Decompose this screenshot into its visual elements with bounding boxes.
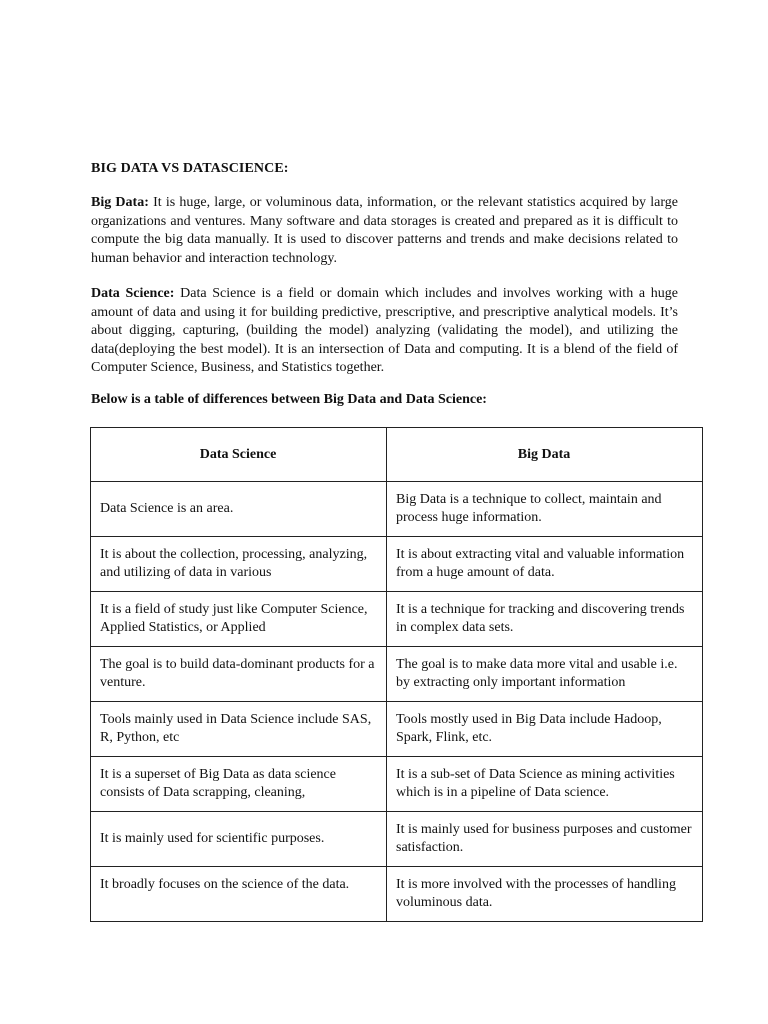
- table-caption: Below is a table of differences between Big Data and Data Science:: [91, 392, 487, 407]
- table-row: [91, 757, 703, 812]
- cell-text: It is more involved with the processes of handling voluminous data.: [396, 876, 676, 910]
- table-cell: [387, 537, 703, 592]
- table-cell: [91, 647, 387, 702]
- cell-text: It is mainly used for business purposes and customer satisfaction.: [396, 821, 692, 855]
- cell-text: Tools mostly used in Big Data include Hadoop, Spark, Flink, etc.: [396, 711, 662, 745]
- table-row: [91, 482, 703, 537]
- header-big-data: Big Data: [387, 428, 703, 482]
- header-data-science: Data Science: [91, 428, 387, 482]
- data-science-paragraph: [91, 285, 678, 378]
- table-cell: [387, 647, 703, 702]
- cell-text: It is a technique for tracking and discovering trends in complex data sets.: [396, 601, 685, 635]
- cell-text: It is a superset of Big Data as data science consists of Data scrapping, cleaning,: [100, 766, 336, 800]
- big-data-text: It is huge, large, or voluminous data, information, or the relevant statistics acquired by large organizations and ventures. Many software and data storages is created and prepared as it is difficult to compute the big data manually. It is used to discover patterns and trends and make decisions related to human behavior and interaction technology.: [91, 195, 678, 266]
- cell-text: It broadly focuses on the science of the data.: [100, 876, 350, 892]
- differences-table: [90, 427, 703, 922]
- table-row: [91, 812, 703, 867]
- cell-text: It is a field of study just like Computer Science, Applied Statistics, or Applied: [100, 601, 368, 635]
- table-row: [91, 537, 703, 592]
- table-row: [91, 592, 703, 647]
- table-cell: [91, 537, 387, 592]
- table-cell: [387, 592, 703, 647]
- table-cell: [91, 702, 387, 757]
- table-cell: [387, 482, 703, 537]
- table-cell: [91, 592, 387, 647]
- big-data-paragraph: [91, 194, 678, 268]
- table-cell: [387, 867, 703, 922]
- cell-text: It is mainly used for scientific purposes.: [100, 831, 325, 846]
- table-cell: [387, 812, 703, 867]
- table-cell: [91, 812, 387, 867]
- table-row: [91, 702, 703, 757]
- cell-text: It is about the collection, processing, analyzing, and utilizing of data in various: [100, 546, 368, 580]
- table-cell: [387, 702, 703, 757]
- cell-text: Big Data is a technique to collect, maintain and process huge information.: [396, 491, 662, 525]
- table-cell: [387, 757, 703, 812]
- cell-text: The goal is to make data more vital and usable i.e. by extracting only important information: [396, 656, 678, 690]
- table-header-row: [91, 428, 703, 482]
- table-cell: [91, 757, 387, 812]
- table-row: [91, 867, 703, 922]
- data-science-label: Data Science:: [91, 286, 175, 301]
- table-row: [91, 647, 703, 702]
- table-cell: [91, 867, 387, 922]
- cell-text: It is a sub-set of Data Science as mining activities which is in a pipeline of Data science.: [396, 766, 675, 800]
- cell-text: It is about extracting vital and valuable information from a huge amount of data.: [396, 546, 685, 580]
- data-science-text: Data Science is a field or domain which includes and involves working with a huge amount of data and using it for building predictive, prescriptive, and prescriptive analytical models. It’s about digging, capturing, (building the model) analyzing (validating the model), and utilizing the data(deploying the best model). It is an intersection of Data and computing. It is a blend of the field of Computer Science, Business, and Statistics together.: [91, 286, 678, 375]
- table-cell: [91, 482, 387, 537]
- document-title: BIG DATA VS DATASCIENCE:: [91, 161, 289, 176]
- cell-text: Data Science is an area.: [100, 501, 234, 516]
- cell-text: Tools mainly used in Data Science include SAS, R, Python, etc: [100, 711, 372, 745]
- big-data-label: Big Data:: [91, 195, 149, 210]
- cell-text: The goal is to build data-dominant products for a venture.: [100, 656, 375, 690]
